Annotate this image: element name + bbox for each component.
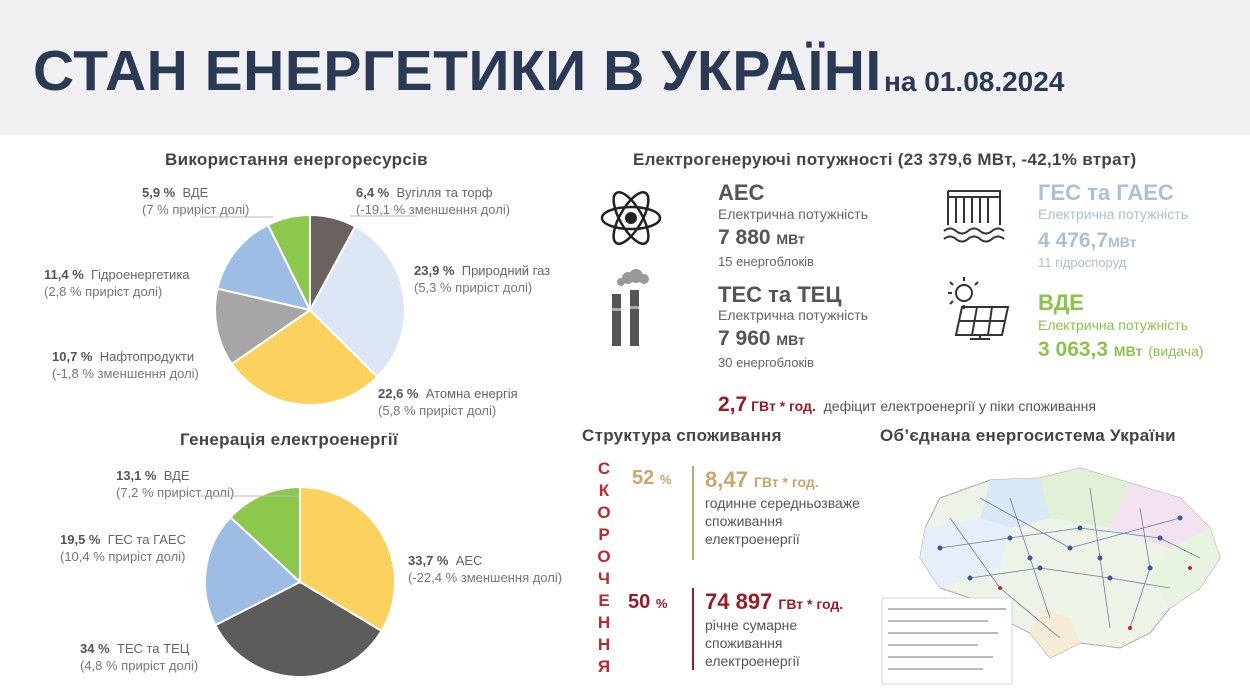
vde-value: 3 063,3 МВт (видача) xyxy=(1038,338,1204,361)
vertical-letter: Р xyxy=(598,525,610,544)
label-hydro: 11,4 % Гідроенергетика (2,8 % приріст долі) xyxy=(44,267,190,299)
tes-name: ТЕС та ТЕЦ xyxy=(718,282,842,307)
annual-bar xyxy=(692,588,694,670)
aes-value: 7 880 МВт xyxy=(718,226,805,249)
label-coal: 6,4 % Вугілля та торф (-19,1 % зменшення долі) xyxy=(356,185,511,217)
consumption-title: Структура споживання xyxy=(582,426,782,445)
vertical-letter: О xyxy=(597,503,611,522)
tes-units: 30 енергоблоків xyxy=(718,355,814,370)
grid-title: Об’єднана енергосистема України xyxy=(880,426,1176,445)
aes-units: 15 енергоблоків xyxy=(718,254,814,269)
label-nuclear: 22,6 % Атомна енергія (5,8 % приріст долі) xyxy=(378,386,518,418)
hourly-desc: годинне середньозваже споживання електроенергії xyxy=(705,495,860,547)
generation-leader-line xyxy=(200,480,320,500)
page-title: СТАН ЕНЕРГЕТИКИ В УКРАЇНІ xyxy=(33,39,882,103)
tes-cap: Електрична потужність xyxy=(718,307,868,323)
vertical-letter: Н xyxy=(597,635,611,654)
generation-pie-chart xyxy=(200,482,400,682)
ges-value: 4 476,7МВт xyxy=(1038,229,1137,252)
aes-name: АЕС xyxy=(718,180,765,205)
annual-desc: річне сумарне споживання електроенергії xyxy=(705,617,800,669)
label-gen-aes: 33,7 % АЕС (-22,4 % зменшення долі) xyxy=(408,553,563,585)
annual-pct: 50 % xyxy=(628,591,668,613)
page-date: на 01.08.2024 xyxy=(884,66,1065,97)
deficit-line: 2,7 ГВт * год. дефіцит електроенергії у піки споживання xyxy=(718,393,1096,416)
vertical-letter: О xyxy=(597,547,611,566)
vertical-letter: Я xyxy=(597,657,611,676)
solar-panel-icon xyxy=(942,275,1014,341)
ges-cap: Електрична потужність xyxy=(1038,206,1188,222)
resources-pie-chart xyxy=(210,210,410,410)
vertical-letter: К xyxy=(598,481,610,500)
label-gen-ges: 19,5 % ГЕС та ГАЕС (10,4 % приріст долі) xyxy=(60,532,186,564)
label-oil: 10,7 % Нафтопродукти (-1,8 % зменшення долі) xyxy=(52,349,199,381)
chimney-icon xyxy=(606,268,656,348)
ges-name: ГЕС та ГАЕС xyxy=(1038,180,1174,205)
vertical-letter: Е xyxy=(598,591,610,610)
annual-value: 74 897 ГВт * год. xyxy=(705,589,844,614)
ukraine-grid-map xyxy=(880,458,1235,686)
label-vde: 5,9 % ВДЕ (7 % приріст долі) xyxy=(142,185,250,217)
dam-icon xyxy=(942,185,1012,247)
resources-leader-lines xyxy=(195,200,425,230)
power-title: Електрогенеруючі потужності (23 379,6 МВт, -42,1% втрат) xyxy=(633,150,1137,169)
ges-units: 11 гідроспоруд xyxy=(1038,255,1127,270)
aes-cap: Електрична потужність xyxy=(718,206,868,222)
tes-value: 7 960 МВт xyxy=(718,327,805,350)
vertical-letter: С xyxy=(597,459,611,478)
hourly-pct: 52 % xyxy=(632,467,672,489)
label-gen-tes: 34 % ТЕС та ТЕЦ (4,8 % приріст долі) xyxy=(80,641,199,673)
generation-title: Генерація електроенергії xyxy=(180,430,399,449)
hourly-value: 8,47 ГВт * год. xyxy=(705,467,819,492)
label-gen-vde: 13,1 % ВДЕ (7,2 % приріст долі) xyxy=(116,468,235,500)
resources-title: Використання енергоресурсів xyxy=(165,150,428,169)
vde-cap: Електрична потужність xyxy=(1038,317,1188,333)
atom-icon xyxy=(598,185,664,251)
label-gas: 23,9 % Природний газ (5,3 % приріст долі) xyxy=(414,263,551,295)
vde-name: ВДЕ xyxy=(1038,290,1084,315)
hourly-bar xyxy=(692,466,694,560)
vertical-letter: Н xyxy=(597,613,611,632)
vertical-letter: Ч xyxy=(598,569,610,588)
